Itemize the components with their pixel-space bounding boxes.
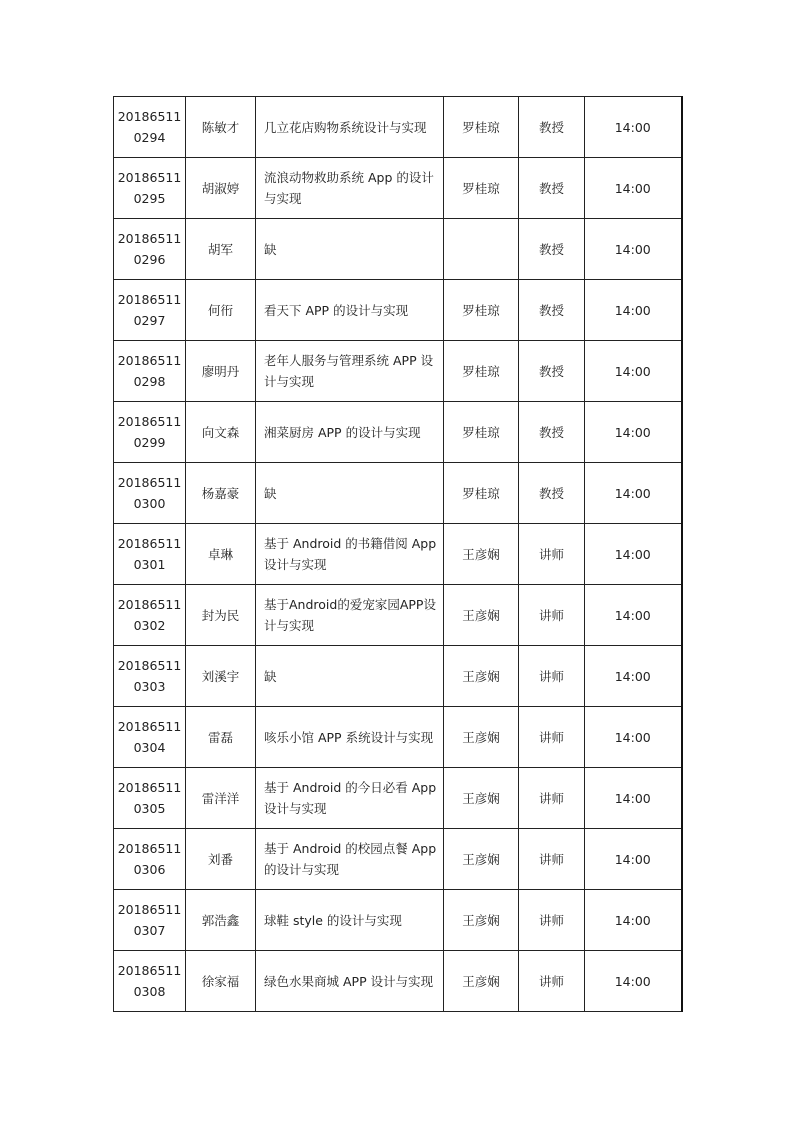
- advisor-rank-cell: 教授: [519, 219, 585, 280]
- table-row: [114, 97, 682, 158]
- thesis-topic-cell: 基于Android的爱宠家园APP设计与实现: [256, 585, 444, 646]
- student-name-cell: 卓琳: [186, 524, 256, 585]
- student-id-line-1: 20186511: [117, 658, 182, 673]
- student-name-cell: 杨嘉豪: [186, 463, 256, 524]
- student-id-line-2: 0302: [133, 618, 166, 633]
- student-id-line-1: 20186511: [117, 902, 182, 917]
- table-row: [114, 890, 682, 951]
- student-name-cell: 何衎: [186, 280, 256, 341]
- time-cell: 14:00: [585, 951, 682, 1012]
- student-id-line-2: 0297: [133, 313, 166, 328]
- student-id-cell: [114, 951, 186, 1012]
- advisor-rank-cell: 教授: [519, 341, 585, 402]
- student-name-cell: 雷洋洋: [186, 768, 256, 829]
- advisor-rank-cell: 讲师: [519, 829, 585, 890]
- student-id-line-1: 20186511: [117, 536, 182, 551]
- student-id-cell: [114, 707, 186, 768]
- student-id-line-1: 20186511: [117, 414, 182, 429]
- student-id-line-2: 0294: [133, 130, 166, 145]
- student-id-cell: [114, 646, 186, 707]
- advisor-cell: 罗桂琼: [444, 463, 519, 524]
- advisor-cell: 罗桂琼: [444, 341, 519, 402]
- table-row: [114, 219, 682, 280]
- thesis-topic-cell: 绿色水果商城 APP 设计与实现: [256, 951, 444, 1012]
- advisor-rank-cell: 讲师: [519, 890, 585, 951]
- advisor-cell: 罗桂琼: [444, 280, 519, 341]
- student-id-line-2: 0305: [133, 801, 166, 816]
- thesis-topic-cell: 看天下 APP 的设计与实现: [256, 280, 444, 341]
- student-id-cell: [114, 524, 186, 585]
- time-cell: 14:00: [585, 890, 682, 951]
- table-row: [114, 280, 682, 341]
- time-cell: 14:00: [585, 158, 682, 219]
- time-cell: 14:00: [585, 97, 682, 158]
- table-row: [114, 951, 682, 1012]
- schedule-table-body: [114, 97, 682, 1012]
- student-name-cell: 刘溪宇: [186, 646, 256, 707]
- student-id-line-1: 20186511: [117, 841, 182, 856]
- thesis-topic-cell: 咳乐小馆 APP 系统设计与实现: [256, 707, 444, 768]
- advisor-rank-cell: 教授: [519, 280, 585, 341]
- student-id-line-1: 20186511: [117, 719, 182, 734]
- student-id-line-1: 20186511: [117, 597, 182, 612]
- time-cell: 14:00: [585, 341, 682, 402]
- advisor-rank-cell: 讲师: [519, 707, 585, 768]
- student-id-line-1: 20186511: [117, 170, 182, 185]
- time-cell: 14:00: [585, 524, 682, 585]
- time-cell: 14:00: [585, 707, 682, 768]
- time-cell: 14:00: [585, 463, 682, 524]
- student-id-line-1: 20186511: [117, 963, 182, 978]
- student-name-cell: 刘番: [186, 829, 256, 890]
- thesis-topic-cell: 缺: [256, 219, 444, 280]
- thesis-topic-cell: 老年人服务与管理系统 APP 设计与实现: [256, 341, 444, 402]
- advisor-cell: 罗桂琼: [444, 402, 519, 463]
- table-row: [114, 829, 682, 890]
- advisor-cell: 王彦娴: [444, 585, 519, 646]
- advisor-rank-cell: 讲师: [519, 951, 585, 1012]
- advisor-cell: 罗桂琼: [444, 158, 519, 219]
- table-row: [114, 402, 682, 463]
- thesis-topic-cell: 缺: [256, 646, 444, 707]
- table-row: [114, 707, 682, 768]
- advisor-rank-cell: 讲师: [519, 646, 585, 707]
- student-id-line-1: 20186511: [117, 475, 182, 490]
- thesis-topic-cell: 几立花店购物系统设计与实现: [256, 97, 444, 158]
- advisor-cell: 王彦娴: [444, 890, 519, 951]
- advisor-rank-cell: 讲师: [519, 585, 585, 646]
- time-cell: 14:00: [585, 219, 682, 280]
- student-id-line-1: 20186511: [117, 292, 182, 307]
- time-cell: 14:00: [585, 585, 682, 646]
- table-row: [114, 524, 682, 585]
- student-id-line-1: 20186511: [117, 109, 182, 124]
- student-id-line-1: 20186511: [117, 231, 182, 246]
- advisor-rank-cell: 教授: [519, 158, 585, 219]
- student-name-cell: 郭浩鑫: [186, 890, 256, 951]
- advisor-rank-cell: 教授: [519, 97, 585, 158]
- table-row: [114, 585, 682, 646]
- student-id-line-1: 20186511: [117, 780, 182, 795]
- advisor-cell: 王彦娴: [444, 951, 519, 1012]
- student-id-line-2: 0306: [133, 862, 166, 877]
- student-id-line-2: 0303: [133, 679, 166, 694]
- table-row: [114, 158, 682, 219]
- student-name-cell: 徐家福: [186, 951, 256, 1012]
- time-cell: 14:00: [585, 646, 682, 707]
- advisor-cell: 王彦娴: [444, 646, 519, 707]
- student-id-line-2: 0295: [133, 191, 166, 206]
- time-cell: 14:00: [585, 280, 682, 341]
- student-id-line-2: 0301: [133, 557, 166, 572]
- student-id-line-2: 0304: [133, 740, 166, 755]
- student-id-cell: [114, 463, 186, 524]
- student-id-line-2: 0298: [133, 374, 166, 389]
- thesis-topic-cell: 球鞋 style 的设计与实现: [256, 890, 444, 951]
- student-id-cell: [114, 219, 186, 280]
- student-id-cell: [114, 402, 186, 463]
- advisor-rank-cell: 讲师: [519, 768, 585, 829]
- thesis-topic-cell: 湘菜厨房 APP 的设计与实现: [256, 402, 444, 463]
- thesis-topic-cell: 基于 Android 的校园点餐 App 的设计与实现: [256, 829, 444, 890]
- student-id-line-2: 0308: [133, 984, 166, 999]
- thesis-topic-cell: 基于 Android 的今日必看 App 设计与实现: [256, 768, 444, 829]
- table-row: [114, 768, 682, 829]
- student-id-line-2: 0300: [133, 496, 166, 511]
- time-cell: 14:00: [585, 402, 682, 463]
- student-name-cell: 廖明丹: [186, 341, 256, 402]
- advisor-cell: 王彦娴: [444, 829, 519, 890]
- student-name-cell: 封为民: [186, 585, 256, 646]
- student-id-line-1: 20186511: [117, 353, 182, 368]
- student-name-cell: 向文森: [186, 402, 256, 463]
- student-id-cell: [114, 890, 186, 951]
- advisor-cell: [444, 219, 519, 280]
- student-id-cell: [114, 341, 186, 402]
- student-name-cell: 胡淑婷: [186, 158, 256, 219]
- table-row: [114, 646, 682, 707]
- thesis-topic-cell: 基于 Android 的书籍借阅 App 设计与实现: [256, 524, 444, 585]
- student-name-cell: 雷磊: [186, 707, 256, 768]
- advisor-cell: 王彦娴: [444, 707, 519, 768]
- student-id-cell: [114, 280, 186, 341]
- student-id-cell: [114, 585, 186, 646]
- student-name-cell: 胡军: [186, 219, 256, 280]
- advisor-rank-cell: 教授: [519, 463, 585, 524]
- advisor-rank-cell: 教授: [519, 402, 585, 463]
- student-id-cell: [114, 768, 186, 829]
- table-row: [114, 463, 682, 524]
- advisor-rank-cell: 讲师: [519, 524, 585, 585]
- student-id-line-2: 0307: [133, 923, 166, 938]
- student-id-line-2: 0299: [133, 435, 166, 450]
- student-id-cell: [114, 829, 186, 890]
- student-id-line-2: 0296: [133, 252, 166, 267]
- student-id-cell: [114, 158, 186, 219]
- student-name-cell: 陈敏才: [186, 97, 256, 158]
- advisor-cell: 罗桂琼: [444, 97, 519, 158]
- thesis-topic-cell: 流浪动物救助系统 App 的设计与实现: [256, 158, 444, 219]
- advisor-cell: 王彦娴: [444, 524, 519, 585]
- table-row: [114, 341, 682, 402]
- time-cell: 14:00: [585, 829, 682, 890]
- student-id-cell: [114, 97, 186, 158]
- schedule-table: [113, 96, 683, 1012]
- time-cell: 14:00: [585, 768, 682, 829]
- advisor-cell: 王彦娴: [444, 768, 519, 829]
- thesis-topic-cell: 缺: [256, 463, 444, 524]
